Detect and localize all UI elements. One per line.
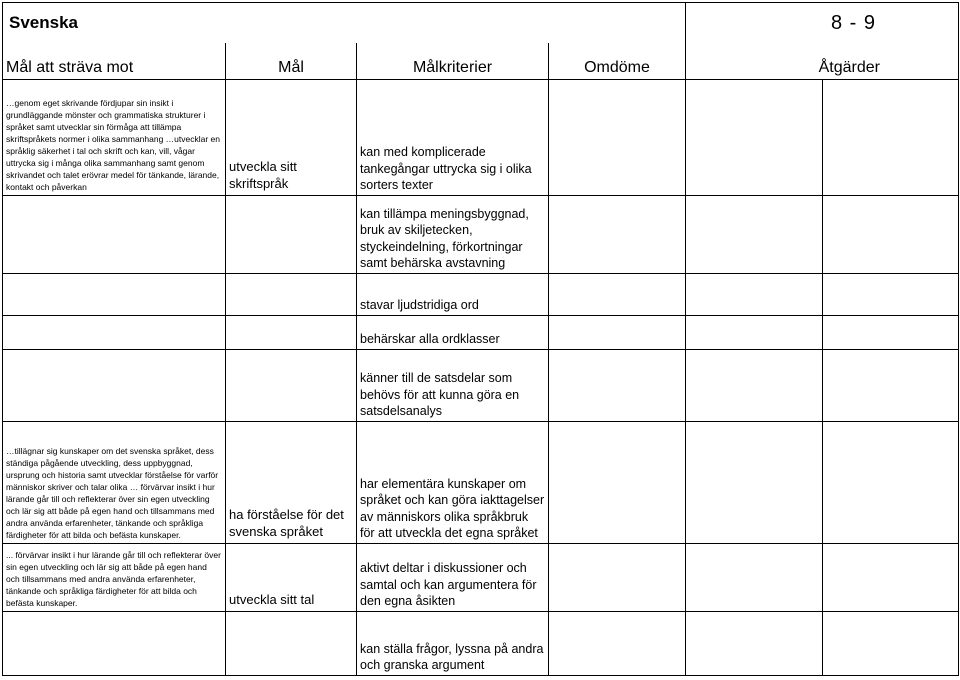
criteria-cell: har elementära kunskaper om språket och kan göra iakttagelser av människors olika språkbruk för att utveckla det egna språket <box>357 422 549 544</box>
table-row <box>3 316 959 350</box>
action-cell[interactable] <box>823 544 959 612</box>
assessment-table <box>2 2 959 676</box>
action-cell[interactable] <box>823 196 959 274</box>
grade-range: 8 - 9 <box>686 3 959 44</box>
mal-cell-empty <box>226 274 357 316</box>
assessment-sheet <box>2 2 958 678</box>
mal-cell: utveckla sitt tal <box>226 544 357 612</box>
col-header-mal: Mål <box>226 43 357 80</box>
col-header-goals: Mål att sträva mot <box>3 43 226 80</box>
table-row <box>3 80 959 196</box>
assessment-cell[interactable] <box>549 196 686 274</box>
action-cell[interactable] <box>686 316 823 350</box>
col-header-criteria: Målkriterier <box>357 43 549 80</box>
assessment-cell[interactable] <box>549 316 686 350</box>
criteria-cell: aktivt deltar i diskussioner och samtal och kan argumentera för den egna åsikten <box>357 544 549 612</box>
table-row <box>3 350 959 422</box>
action-cell[interactable] <box>686 612 823 676</box>
table-row <box>3 196 959 274</box>
mal-cell-empty <box>226 350 357 422</box>
action-cell[interactable] <box>686 350 823 422</box>
criteria-cell: behärskar alla ordklasser <box>357 316 549 350</box>
goal-cell: …genom eget skrivande fördjupar sin insikt i grundläggande mönster och grammatiska strukturer i språket samt utvecklar sin förmåga att tillämpa skriftspråkets normer i olika sammanhang …utvecklar en språklig säkerhet i tal och skrift och kan, vill, vågar uttrycka sig i många olika sammanhang samt genom skrivandet och talet erövrar medel för tänkande, lärande, kontakt och påverkan <box>3 80 226 196</box>
col-header-assessment: Omdöme <box>549 43 686 80</box>
assessment-cell[interactable] <box>549 80 686 196</box>
subject-title: Svenska <box>3 3 686 44</box>
goal-cell: ... förvärvar insikt i hur lärande går till och reflekterar över sin egen utveckling och lär sig att både på egen hand och tillsammans med andra använda erfarenheter, tänkande och språkliga färdigheter för att bilda och befästa kunskaper. <box>3 544 226 612</box>
assessment-cell[interactable] <box>549 544 686 612</box>
goal-cell-empty <box>3 196 226 274</box>
title-row <box>3 3 959 44</box>
mal-cell: ha förståelse för det svenska språket <box>226 422 357 544</box>
table-row <box>3 274 959 316</box>
col-header-actions: Åtgärder <box>686 43 959 80</box>
goal-cell-empty <box>3 274 226 316</box>
criteria-cell: kan ställa frågor, lyssna på andra och granska argument <box>357 612 549 676</box>
goal-cell-empty <box>3 612 226 676</box>
assessment-cell[interactable] <box>549 350 686 422</box>
mal-cell-empty <box>226 196 357 274</box>
column-header-row <box>3 43 959 80</box>
criteria-cell: känner till de satsdelar som behövs för att kunna göra en satsdelsanalys <box>357 350 549 422</box>
table-row <box>3 544 959 612</box>
action-cell[interactable] <box>823 350 959 422</box>
goal-cell: …tillägnar sig kunskaper om det svenska språket, dess ständiga pågående utveckling, dess uppbyggnad, ursprung och historia samt utvecklar förståelse för varför människor skriver och talar olika … förvärvar insikt i hur lärande går till och reflekterar över sin egen utveckling och lär sig att både på egen hand och tillsammans med andra använda erfarenheter, tänkande och språkliga färdigheter för att bilda och befästa kunskaper. <box>3 422 226 544</box>
criteria-cell: kan tillämpa meningsbyggnad, bruk av skiljetecken, styckeindelning, förkortningar samt behärska avstavning <box>357 196 549 274</box>
assessment-cell[interactable] <box>549 422 686 544</box>
action-cell[interactable] <box>686 544 823 612</box>
mal-cell-empty <box>226 316 357 350</box>
action-cell[interactable] <box>686 422 823 544</box>
table-row <box>3 612 959 676</box>
mal-cell: utveckla sitt skriftspråk <box>226 80 357 196</box>
action-cell[interactable] <box>823 316 959 350</box>
goal-cell-empty <box>3 316 226 350</box>
action-cell[interactable] <box>823 274 959 316</box>
action-cell[interactable] <box>823 422 959 544</box>
assessment-cell[interactable] <box>549 612 686 676</box>
mal-cell-empty <box>226 612 357 676</box>
goal-cell-empty <box>3 350 226 422</box>
table-row <box>3 422 959 544</box>
action-cell[interactable] <box>686 274 823 316</box>
action-cell[interactable] <box>823 80 959 196</box>
criteria-cell: kan med komplicerade tankegångar uttrycka sig i olika sorters texter <box>357 80 549 196</box>
criteria-cell: stavar ljudstridiga ord <box>357 274 549 316</box>
assessment-cell[interactable] <box>549 274 686 316</box>
action-cell[interactable] <box>686 80 823 196</box>
action-cell[interactable] <box>686 196 823 274</box>
action-cell[interactable] <box>823 612 959 676</box>
